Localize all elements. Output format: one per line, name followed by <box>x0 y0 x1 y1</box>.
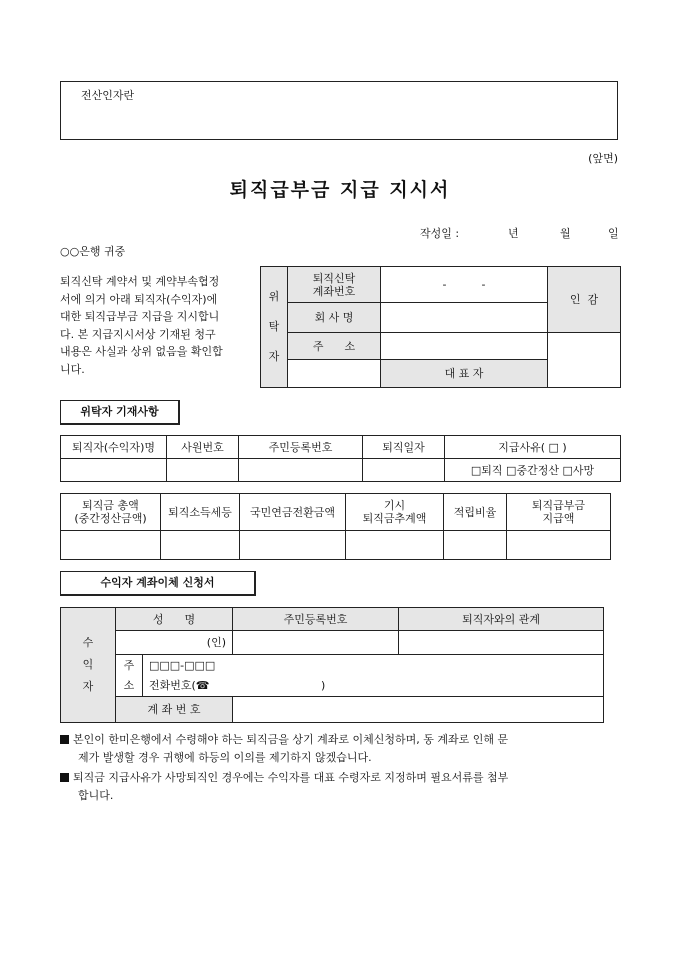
beneficiary-table <box>60 607 604 723</box>
note-2: 퇴직금 지급사유가 사망퇴직인 경우에는 수익자를 대표 수령자로 지정하며 필요서류를 첨부 합니다. <box>60 769 630 805</box>
account-number-field[interactable]: - - <box>381 267 548 303</box>
beneficiary-resident-header: 주민등록번호 <box>233 608 399 631</box>
address-label: 주 소 <box>288 333 381 360</box>
retirement-date-header: 퇴직일자 <box>363 436 445 459</box>
bullet-icon <box>60 735 69 744</box>
payout-amount-header: 퇴직급부금 지급액 <box>507 494 611 531</box>
date-label: 작성일 : <box>420 227 460 240</box>
pension-conversion-field[interactable] <box>240 531 346 560</box>
representative-label: 대 표 자 <box>381 360 548 388</box>
relationship-field[interactable] <box>399 631 604 655</box>
relationship-header: 퇴직자와의 관계 <box>399 608 604 631</box>
payment-reason-header: 지급사유( □ ) <box>445 436 621 459</box>
date-year: 년 <box>508 227 519 240</box>
computer-input-box <box>60 81 618 140</box>
phone-close: ) <box>321 679 326 693</box>
truster-side-label: 위 탁 자 <box>261 267 288 388</box>
retiree-table <box>60 435 621 482</box>
note-1: 본인이 한미은행에서 수령해야 하는 퇴직금을 상기 계좌로 이체신청하며, 동 계좌로 인해 문 제가 발생할 경우 귀행에 하등의 이의를 제기하지 않겠습니다. <box>60 731 630 767</box>
phone-label: 전화번호(☎ <box>149 679 210 693</box>
estimated-retirement-field[interactable] <box>346 531 444 560</box>
seal-field[interactable] <box>548 333 621 388</box>
amount-table <box>60 493 611 560</box>
income-tax-header: 퇴직소득세등 <box>161 494 240 531</box>
estimated-retirement-header: 기시 퇴직금추계액 <box>346 494 444 531</box>
employee-number-header: 사원번호 <box>167 436 239 459</box>
income-tax-field[interactable] <box>161 531 240 560</box>
postal-code-field[interactable] <box>143 655 604 676</box>
postal-code: □□□-□□□ <box>149 658 216 672</box>
company-name-label: 회 사 명 <box>288 303 381 333</box>
accumulation-ratio-field[interactable] <box>444 531 507 560</box>
seal-label: 인 감 <box>548 267 621 333</box>
phone-field[interactable] <box>143 676 604 697</box>
section2-title: 수익자 계좌이체 신청서 <box>60 571 256 596</box>
doc-title: 퇴직급부금 지급 지시서 <box>229 179 451 201</box>
date-month: 월 <box>560 227 571 240</box>
resident-number-header: 주민등록번호 <box>239 436 363 459</box>
address-field[interactable] <box>381 333 548 360</box>
pension-conversion-header: 국민연금전환금액 <box>240 494 346 531</box>
computer-input-label: 전산인자란 <box>81 89 135 102</box>
date-day: 일 <box>608 227 619 240</box>
beneficiary-resident-field[interactable] <box>233 631 399 655</box>
retiree-name-field[interactable] <box>61 459 167 482</box>
company-name-field[interactable] <box>381 303 548 333</box>
seal-mark: (인) <box>206 636 227 649</box>
beneficiary-name-field[interactable] <box>116 631 233 655</box>
retirement-date-field[interactable] <box>363 459 445 482</box>
account-number-label: 퇴직신탁 계좌번호 <box>288 267 381 303</box>
retiree-name-header: 퇴직자(수익자)명 <box>61 436 167 459</box>
date-line <box>420 225 620 241</box>
intro-text: 퇴직신탁 계약서 및 계약부속협정 서에 의거 아래 퇴직자(수익자)에 대한 퇴직급부금 지급을 지시합니 다. 본 지급지시서상 기재된 청구 내용은 사실과 상위 없음을 확인합 니다. <box>60 275 223 376</box>
name-header: 성 명 <box>116 608 233 631</box>
accumulation-ratio-header: 적립비율 <box>444 494 507 531</box>
beneficiary-side-label: 수 익 자 <box>61 608 116 723</box>
recipient: ○○은행 귀중 <box>60 245 126 258</box>
truster-table <box>260 266 621 388</box>
payout-amount-field[interactable] <box>507 531 611 560</box>
total-retirement-field[interactable] <box>61 531 161 560</box>
side-label: (앞면) <box>588 152 618 165</box>
bullet-icon <box>60 773 69 782</box>
account-label: 계 좌 번 호 <box>116 697 233 723</box>
payment-reason-options[interactable]: □퇴직 □중간정산 □사망 <box>445 459 621 482</box>
account-field[interactable] <box>233 697 604 723</box>
employee-number-field[interactable] <box>167 459 239 482</box>
resident-number-field[interactable] <box>239 459 363 482</box>
total-retirement-header: 퇴직금 총액 (중간정산금액) <box>61 494 161 531</box>
section1-title: 위탁자 기재사항 <box>60 400 180 425</box>
beneficiary-address-label: 주 소 <box>116 655 143 697</box>
